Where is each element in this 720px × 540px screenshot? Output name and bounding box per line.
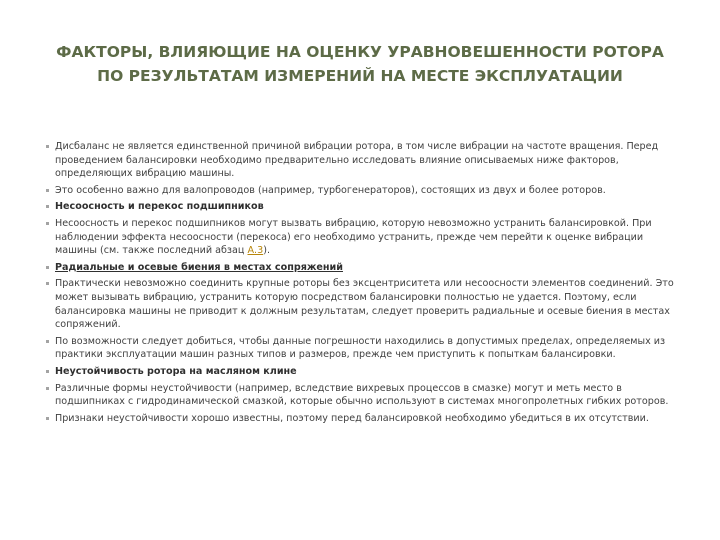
bullet-heading-oil-whirl: [46, 365, 676, 379]
bullet-item: [46, 382, 676, 409]
bullet-item: [46, 140, 676, 181]
bullet-marker: [46, 282, 49, 285]
bullet-text: Несоосность и перекос подшипников могут вызвать вибрацию, которую невозможно устранить балансировкой. При наблюдении эффекта несоосности (перекоса) его необходимо устранить, прежде чем перейти к оценке вибрации машины (см. также последний абзац: [55, 217, 652, 257]
bullet-item: [46, 184, 676, 198]
bullet-heading-runout: [46, 261, 676, 275]
bullet-marker: [46, 222, 49, 225]
bullet-text-suffix: ).: [263, 245, 270, 257]
bullet-marker: [46, 145, 49, 148]
bullet-item: [46, 412, 676, 426]
bullet-text: Признаки неустойчивости хорошо известны, поэтому перед балансировкой необходимо убедиться в их отсутствии.: [55, 412, 649, 424]
bullet-item: [46, 277, 676, 331]
section-heading: Несоосность и перекос подшипников: [55, 201, 264, 213]
section-heading: Неустойчивость ротора на масляном клине: [55, 365, 297, 377]
bullet-heading-misalignment: [46, 200, 676, 214]
bullet-marker: [46, 387, 49, 390]
bullet-marker: [46, 340, 49, 343]
bullet-text: Это особенно важно для валопроводов (например, турбогенераторов), состоящих из двух и более роторов.: [55, 184, 606, 196]
section-link[interactable]: А.3: [247, 245, 264, 257]
bullet-text: Различные формы неустойчивости (например, вследствие вихревых процессов в смазке) могут и меть место в подшипниках с гидродинамической смазкой, которые обычно используют в системах многопролетных гибких роторов.: [55, 382, 669, 408]
bullet-text: По возможности следует добиться, чтобы данные погрешности находились в допустимых пределах, определяемых из практики эксплуатации машин разных типов и размеров, прежде чем приступить к попыткам балансировки.: [55, 335, 666, 361]
bullet-list: [46, 140, 676, 428]
title-line-2: ПО РЕЗУЛЬТАТАМ ИЗМЕРЕНИЙ НА МЕСТЕ ЭКСПЛУАТАЦИИ: [97, 67, 623, 85]
bullet-marker: [46, 266, 49, 269]
bullet-marker: [46, 205, 49, 208]
bullet-text: Практически невозможно соединить крупные роторы без эксцентриситета или несоосности элементов соединений. Это может вызывать вибрацию, устранить которую посредством балансировки полностью не удается. Поэтому, если балансировка машины не приводит к должным результатам, следует проверить радиальные и осевые биения в местах сопряжений.: [55, 278, 674, 331]
bullet-marker: [46, 417, 49, 420]
bullet-text: Дисбаланс не является единственной причиной вибрации ротора, в том числе вибрации на частоте вращения. Перед проведением балансировки необходимо предварительно исследовать влияние описываемых ниже факторов, определяющих вибрацию машины.: [55, 141, 659, 180]
bullet-marker: [46, 370, 49, 373]
title-line-1: ФАКТОРЫ, ВЛИЯЮЩИЕ НА ОЦЕНКУ УРАВНОВЕШЕННОСТИ РОТОРА: [56, 43, 664, 61]
bullet-item: [46, 335, 676, 362]
bullet-item: [46, 217, 676, 258]
bullet-marker: [46, 189, 49, 192]
section-heading: Радиальные и осевые биения в местах сопряжений: [55, 261, 343, 273]
slide-title: [40, 40, 680, 88]
